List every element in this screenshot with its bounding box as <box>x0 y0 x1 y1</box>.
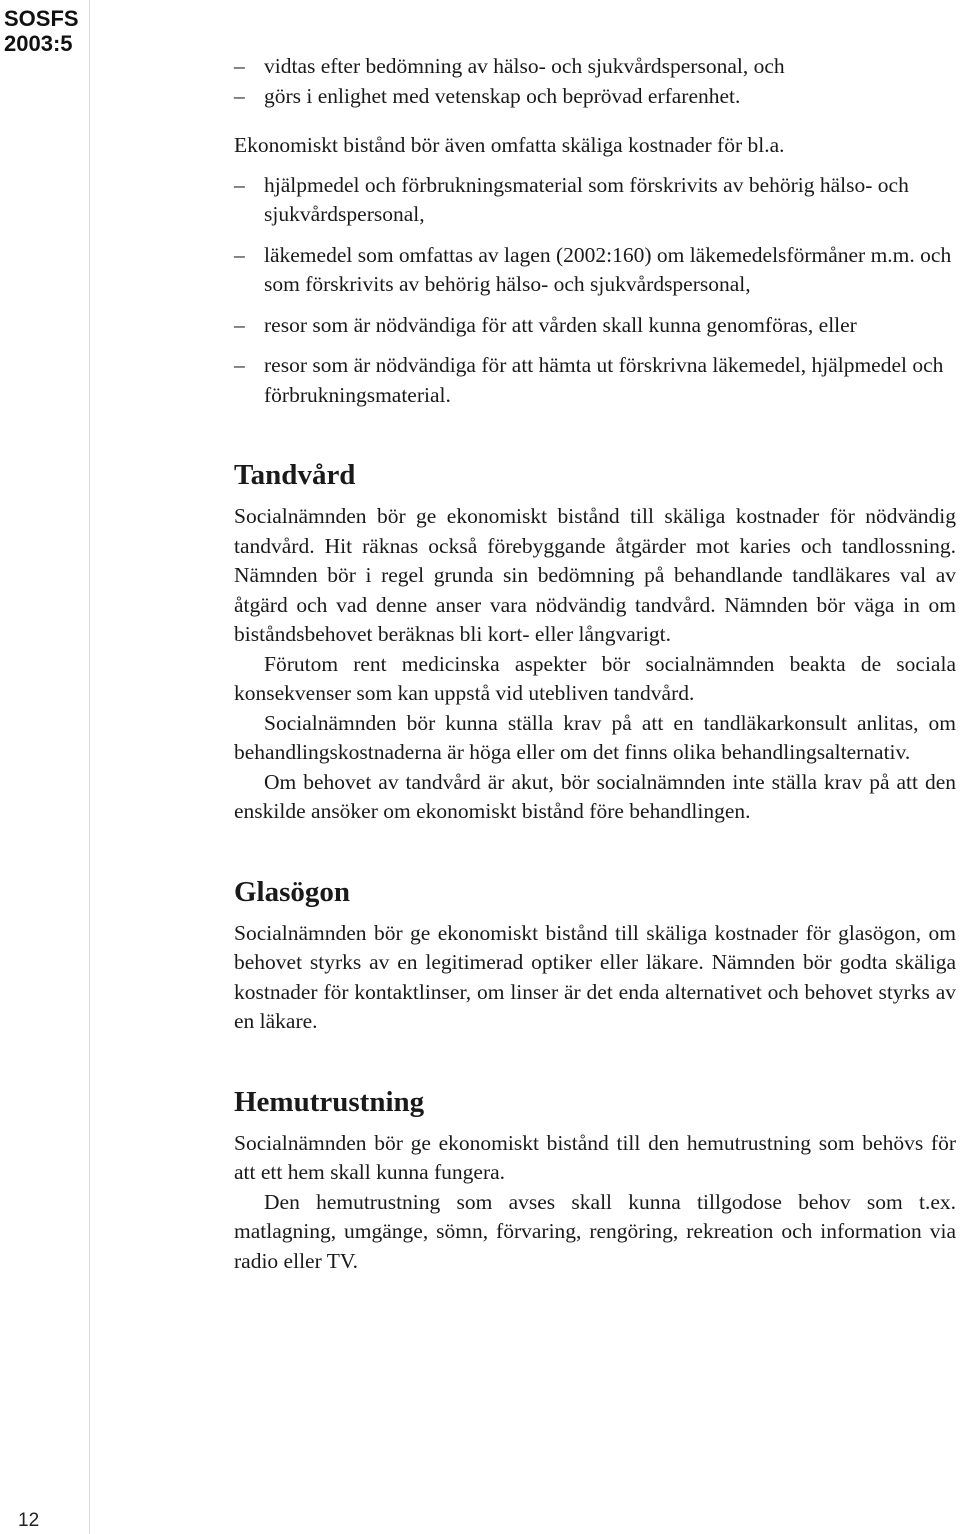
tandvard-paragraph-2: Förutom rent medicinska aspekter bör socialnämnden beakta de sociala konsekvenser som kan uppstå vid utebliven tandvård. <box>234 651 956 705</box>
dash-marker: – <box>234 242 245 267</box>
section-heading-glasogon: Glasögon <box>234 875 351 908</box>
list-item <box>234 171 956 230</box>
section-heading-tandvard: Tandvård <box>234 459 356 491</box>
dash-marker: – <box>234 353 245 377</box>
document-body <box>234 52 956 1276</box>
document-identifier <box>4 6 79 56</box>
dash-marker: – <box>234 54 245 78</box>
list-item <box>234 52 956 82</box>
list-item-text: hjälpmedel och förbrukningsmaterial som förskrivits av behörig hälso- och sjukvårdspersonal, <box>264 172 909 226</box>
tandvard-paragraph-3: Socialnämnden bör kunna ställa krav på att en tandläkarkonsult anlitas, om behandlingskostnaderna är höga eller om det finns olika behandlingsalternativ. <box>234 710 956 764</box>
intro-paragraph: Ekonomiskt bistånd bör även omfatta skäliga kostnader för bl.a. <box>234 133 785 157</box>
dash-marker: – <box>234 312 245 337</box>
glasogon-paragraph-1: Socialnämnden bör ge ekonomiskt bistånd till skäliga kostnader för glasögon, om behovet styrks av en legitimerad optiker eller läkare. Nämnden bör godta skäliga kostnader för kontaktlinser, om linser är det enda alternativet och behovet styrks av en läkare. <box>234 920 956 1033</box>
dash-marker: – <box>234 172 245 197</box>
list-item <box>234 82 956 112</box>
intro-list <box>234 52 956 111</box>
page-number: 12 <box>18 1510 40 1531</box>
section-heading-hemutrustning: Hemutrustning <box>234 1085 425 1118</box>
list-item-text: vidtas efter bedömning av hälso- och sjukvårdspersonal, och <box>264 54 785 78</box>
tandvard-paragraph-4: Om behovet av tandvård är akut, bör socialnämnden inte ställa krav på att den enskilde ansöker om ekonomiskt bistånd före behandlingen. <box>234 769 956 823</box>
list-item <box>234 241 956 300</box>
list-item-text: resor som är nödvändiga för att vården skall kunna genomföras, eller <box>264 312 857 337</box>
list-item-text: görs i enlighet med vetenskap och beprövad erfarenhet. <box>264 83 741 108</box>
hemutrustning-paragraph-1: Socialnämnden bör ge ekonomiskt bistånd till den hemutrustning som behövs för att ett hem skall kunna fungera. <box>234 1130 956 1184</box>
document-number: 2003:5 <box>4 31 73 56</box>
list-item <box>234 311 956 341</box>
cost-list <box>234 171 956 411</box>
list-item <box>234 351 956 410</box>
list-item-text: resor som är nödvändiga för att hämta ut förskrivna läkemedel, hjälpmedel och förbrukningsmaterial. <box>264 353 944 407</box>
tandvard-paragraph-1: Socialnämnden bör ge ekonomiskt bistånd till skäliga kostnader för nödvändig tandvård. Hit räknas också förebyggande åtgärder mot karies och tandlossning. Nämnden bör i regel grunda sin bedömning på behandlande tandläkares val av åtgärd och vad denne anser vara nödvändig tandvård. Nämnden bör väga in om biståndsbehovet beräknas bli kort- eller långvarigt. <box>234 504 956 646</box>
dash-marker: – <box>234 83 245 108</box>
document-series: SOSFS <box>4 6 79 31</box>
list-item-text: läkemedel som omfattas av lagen (2002:160) om läkemedelsförmåner m.m. och som förskrivits av behörig hälso- och sjukvårdspersonal, <box>264 242 952 296</box>
hemutrustning-paragraph-2: Den hemutrustning som avses skall kunna tillgodose behov som t.ex. matlagning, umgänge, sömn, förvaring, rengöring, rekreation och information via radio eller TV. <box>234 1189 956 1273</box>
margin-column <box>0 0 90 1534</box>
